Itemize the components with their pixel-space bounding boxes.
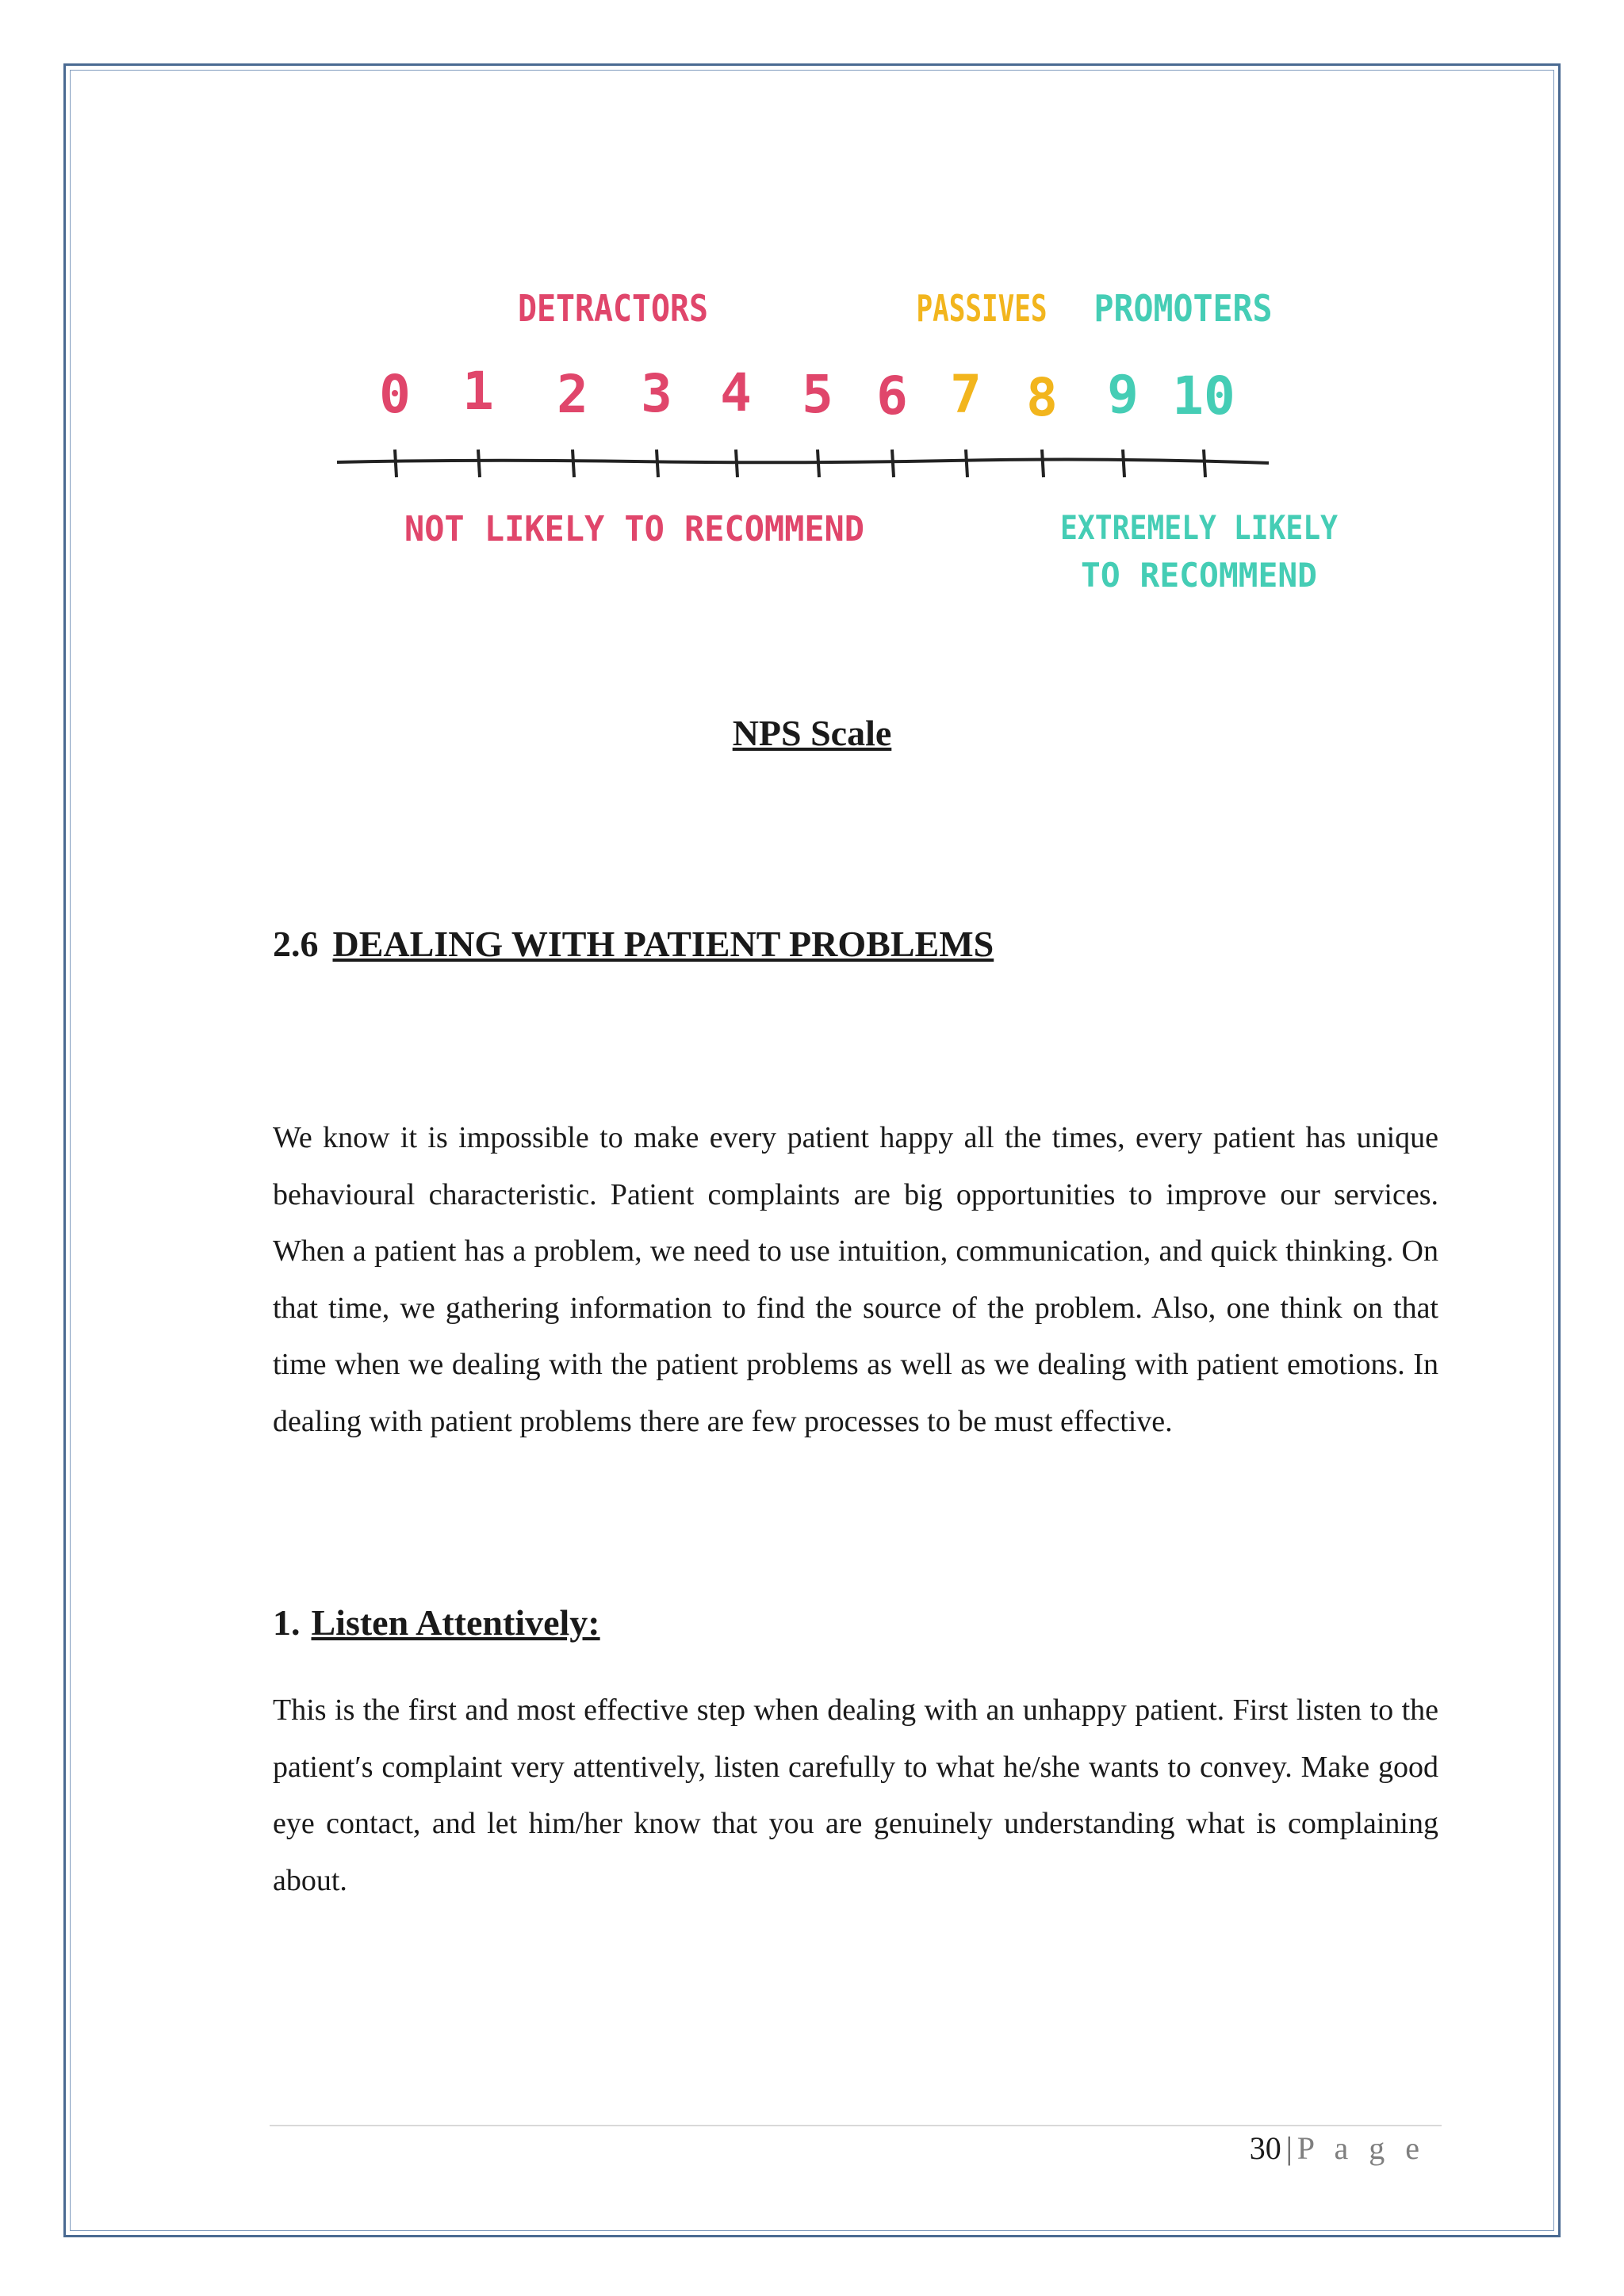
detractors-label: DETRACTORS	[518, 287, 708, 330]
scale-axis	[337, 450, 1269, 477]
scale-tick-1	[478, 450, 480, 477]
page-footer	[1250, 2130, 1426, 2167]
scale-number-4: 4	[720, 362, 752, 423]
scale-tick-0	[395, 450, 396, 477]
scale-tick-4	[736, 450, 737, 477]
scale-tick-7	[966, 450, 967, 477]
scale-number-3: 3	[641, 363, 672, 424]
section-heading	[273, 923, 994, 965]
item-heading	[273, 1601, 600, 1644]
scale-tick-6	[892, 450, 894, 477]
scale-number-6: 6	[876, 365, 908, 427]
scale-number-8: 8	[1026, 367, 1058, 428]
scale-number-7: 7	[950, 364, 982, 425]
scale-number-1: 1	[462, 361, 494, 422]
scale-number-9: 9	[1107, 364, 1139, 425]
nps-scale-figure	[317, 270, 1364, 626]
scale-tick-5	[818, 450, 819, 477]
scale-tick-2	[573, 450, 574, 477]
passives-label: PASSIVES	[916, 287, 1048, 330]
scale-tick-10	[1204, 450, 1205, 477]
item-paragraph: This is the first and most effective step when dealing with an unhappy patient. First listen to the patient′s complaint very attentively, listen carefully to what he/she wants to convey. Make good eye contact, and let him/her know that you are genuinely understanding what is complaining about.	[273, 1693, 1438, 1897]
scale-numbers	[379, 361, 1235, 428]
footer-rule	[270, 2125, 1442, 2126]
scale-number-0: 0	[379, 364, 411, 425]
section-title: DEALING WITH PATIENT PROBLEMS	[332, 924, 994, 964]
footer-separator: |	[1285, 2130, 1293, 2166]
figure-caption: NPS Scale	[732, 713, 892, 753]
scale-tick-8	[1042, 450, 1044, 477]
not-likely-label: NOT LIKELY TO RECOMMEND	[404, 509, 864, 549]
extremely-likely-label-line1: EXTREMELY LIKELY	[1060, 508, 1339, 547]
extremely-likely-label-line2: TO RECOMMEND	[1081, 556, 1317, 595]
section-number: 2.6	[273, 924, 319, 964]
item-number: 1.	[273, 1602, 301, 1643]
scale-tick-3	[657, 450, 658, 477]
page-label: P a g e	[1297, 2130, 1426, 2166]
scale-number-10: 10	[1172, 365, 1235, 427]
page-number: 30	[1249, 2130, 1281, 2166]
promoters-label: PROMOTERS	[1094, 287, 1273, 330]
intro-paragraph: We know it is impossible to make every patient happy all the times, every patient has unique behavioural characteristic. Patient complaints are big opportunities to improve our services. When a patient has a problem, we need to use intuition, communication, and quick thinking. On that time, we gathering information to find the source of the problem. Also, one think on that time when we dealing with the patient problems as well as we dealing with patient emotions. In dealing with patient problems there are few processes to be must effective.	[273, 1121, 1438, 1438]
scale-tick-9	[1123, 450, 1124, 477]
scale-number-5: 5	[802, 364, 833, 425]
item-title: Listen Attentively:	[311, 1602, 600, 1643]
scale-number-2: 2	[557, 364, 588, 425]
